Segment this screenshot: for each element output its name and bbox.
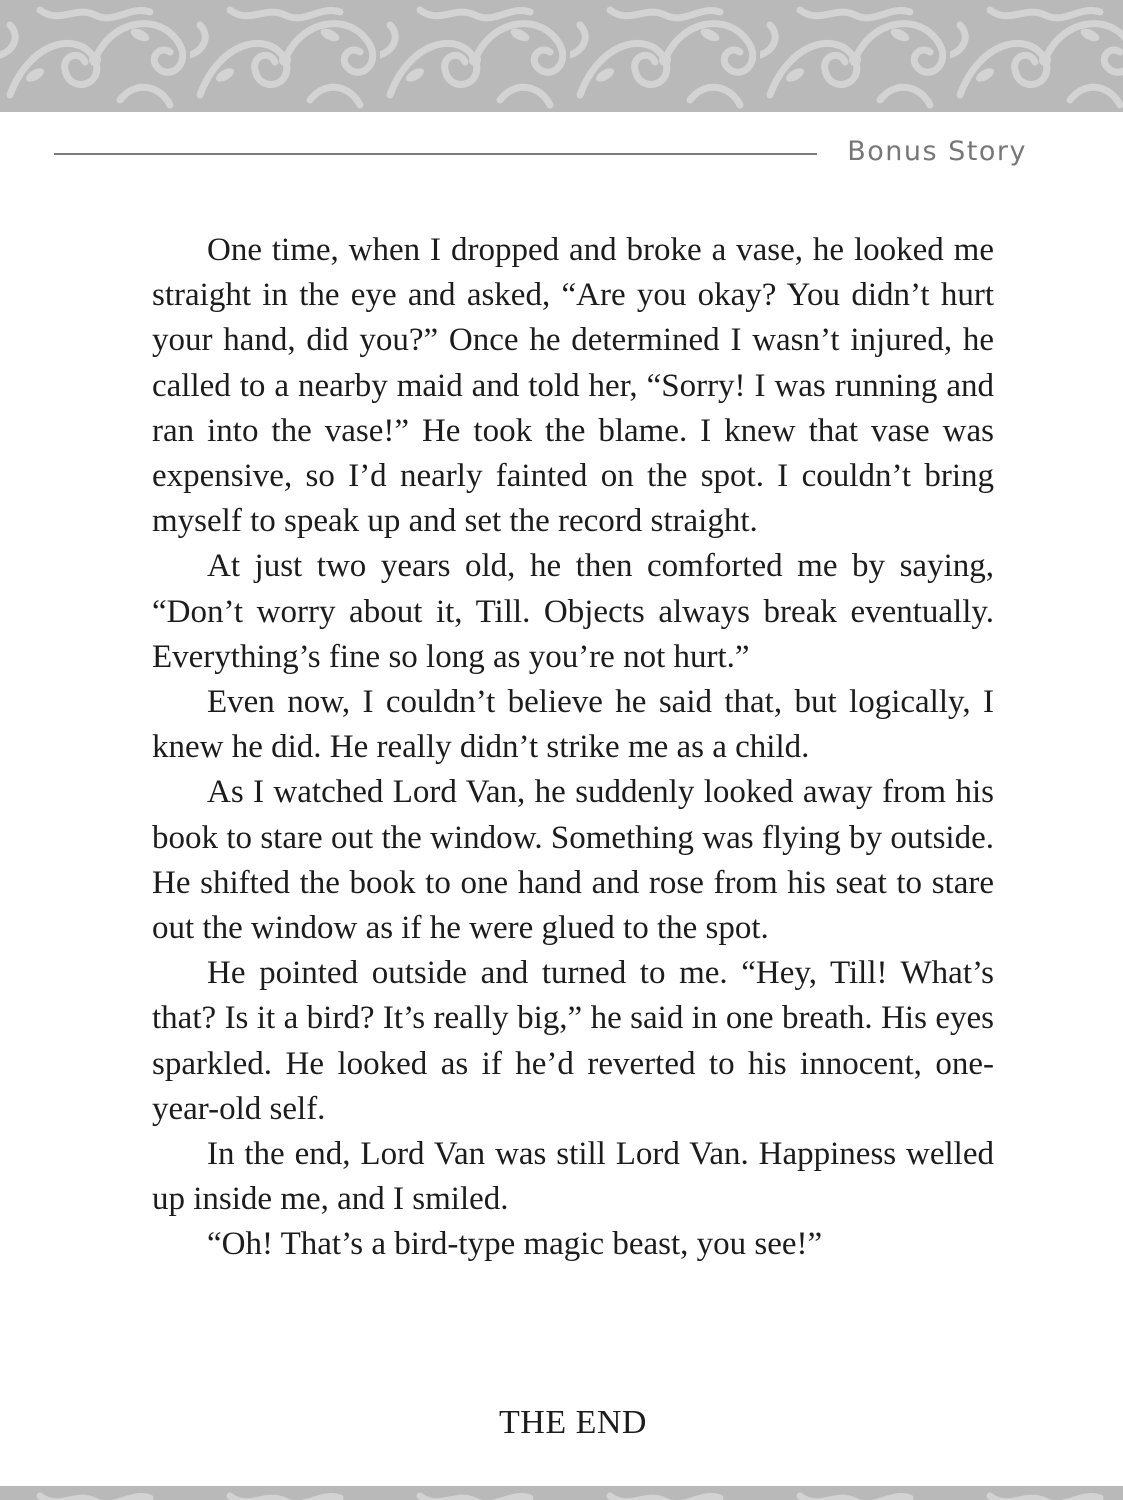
damask-strip-icon bbox=[0, 1486, 1123, 1500]
story-paragraph: One time, when I dropped and broke a vase, he looked me straight in the eye and asked, “Are you okay? You didn’t hurt your hand, did you?” Once he determined I wasn’t injured, he called to a nearby maid and told her, “Sorry! I was running and ran into the vase!” He took the blame. I knew that vase was expensive, so I’d nearly fainted on the spot. I couldn’t bring myself to speak up and set the record straight. bbox=[152, 232, 994, 540]
story-paragraph: As I watched Lord Van, he suddenly looked away from his book to stare out the window. Something was flying by outside. He shifted the book to one hand and rose from his seat to stare out the window as if he were glued to the spot. bbox=[152, 774, 994, 947]
bottom-ornamental-banner bbox=[0, 1486, 1123, 1500]
top-ornamental-banner bbox=[0, 0, 1123, 112]
story-body bbox=[152, 228, 994, 1268]
story-paragraph: He pointed outside and turned to me. “Hey, Till! What’s that? Is it a bird? It’s really big,” he said in one breath. His eyes sparkled. He looked as if he’d reverted to his innocent, one-year-old self. bbox=[152, 955, 994, 1127]
damask-pattern-icon bbox=[0, 0, 1123, 112]
story-paragraph: Even now, I couldn’t believe he said that, but logically, I knew he did. He really didn’t strike me as a child. bbox=[152, 684, 994, 766]
the-end-label: THE END bbox=[499, 1404, 647, 1441]
story-paragraph: “Oh! That’s a bird-type magic beast, you see!” bbox=[207, 1226, 823, 1263]
header-rule bbox=[54, 153, 817, 155]
story-paragraph: At just two years old, he then comforted me by saying, “Don’t worry about it, Till. Objects always break eventually. Everything’s fine so long as you’re not hurt.” bbox=[152, 548, 994, 675]
story-paragraph: In the end, Lord Van was still Lord Van. Happiness welled up inside me, and I smiled. bbox=[152, 1136, 994, 1218]
running-title: Bonus Story bbox=[847, 136, 1027, 167]
